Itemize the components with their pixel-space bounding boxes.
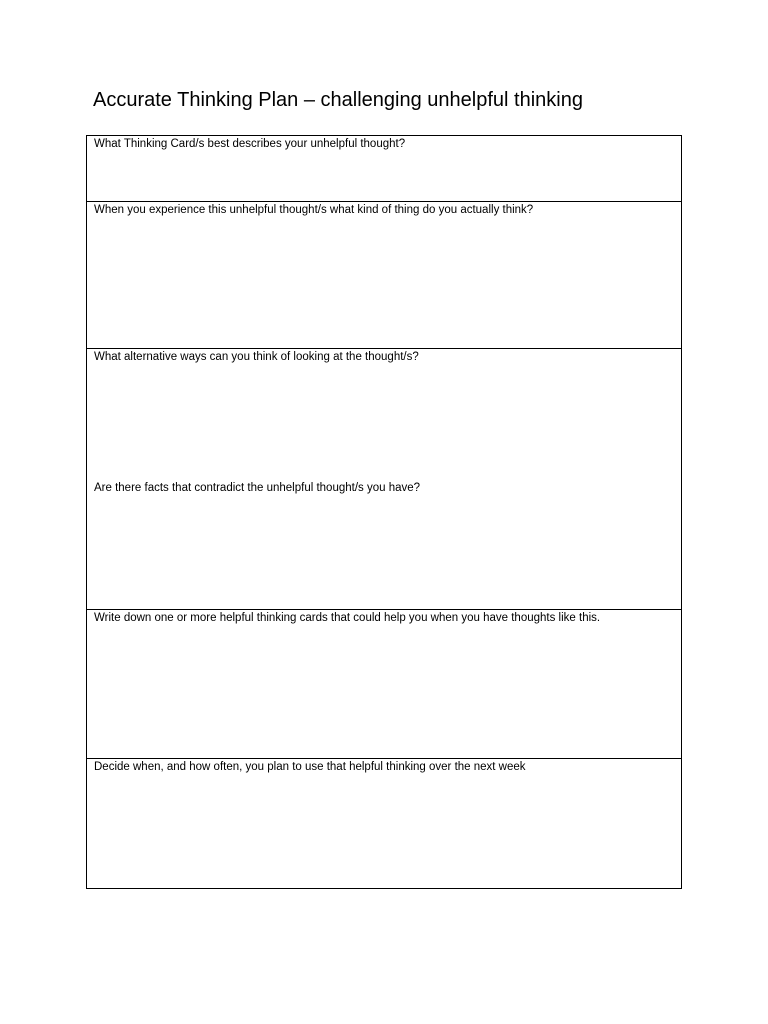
question-contradicting-facts: Are there facts that contradict the unhelpful thought/s you have? — [94, 482, 421, 494]
question-alternative-ways: What alternative ways can you think of looking at the thought/s? — [94, 351, 419, 363]
worksheet-row-plan — [87, 759, 681, 888]
answer-area-plan[interactable] — [94, 777, 674, 884]
answer-area-alternatives[interactable] — [94, 367, 674, 605]
page-title: Accurate Thinking Plan – challenging unhelpful thinking — [93, 89, 583, 111]
worksheet-table — [86, 135, 682, 889]
question-actual-thoughts: When you experience this unhelpful thought/s what kind of thing do you actually think? — [94, 204, 534, 216]
worksheet-row-thinking-card — [87, 136, 681, 202]
question-plan: Decide when, and how often, you plan to use that helpful thinking over the next week — [94, 761, 526, 773]
answer-area-helpful-cards[interactable] — [94, 628, 674, 754]
worksheet-row-helpful-cards — [87, 610, 681, 759]
worksheet-row-actual-thoughts — [87, 202, 681, 349]
worksheet-row-alternatives — [87, 349, 681, 610]
question-helpful-cards: Write down one or more helpful thinking cards that could help you when you have thoughts like this. — [94, 612, 601, 624]
answer-area-thinking-card[interactable] — [94, 154, 674, 197]
question-thinking-card: What Thinking Card/s best describes your unhelpful thought? — [94, 138, 406, 150]
answer-area-actual-thoughts[interactable] — [94, 220, 674, 344]
